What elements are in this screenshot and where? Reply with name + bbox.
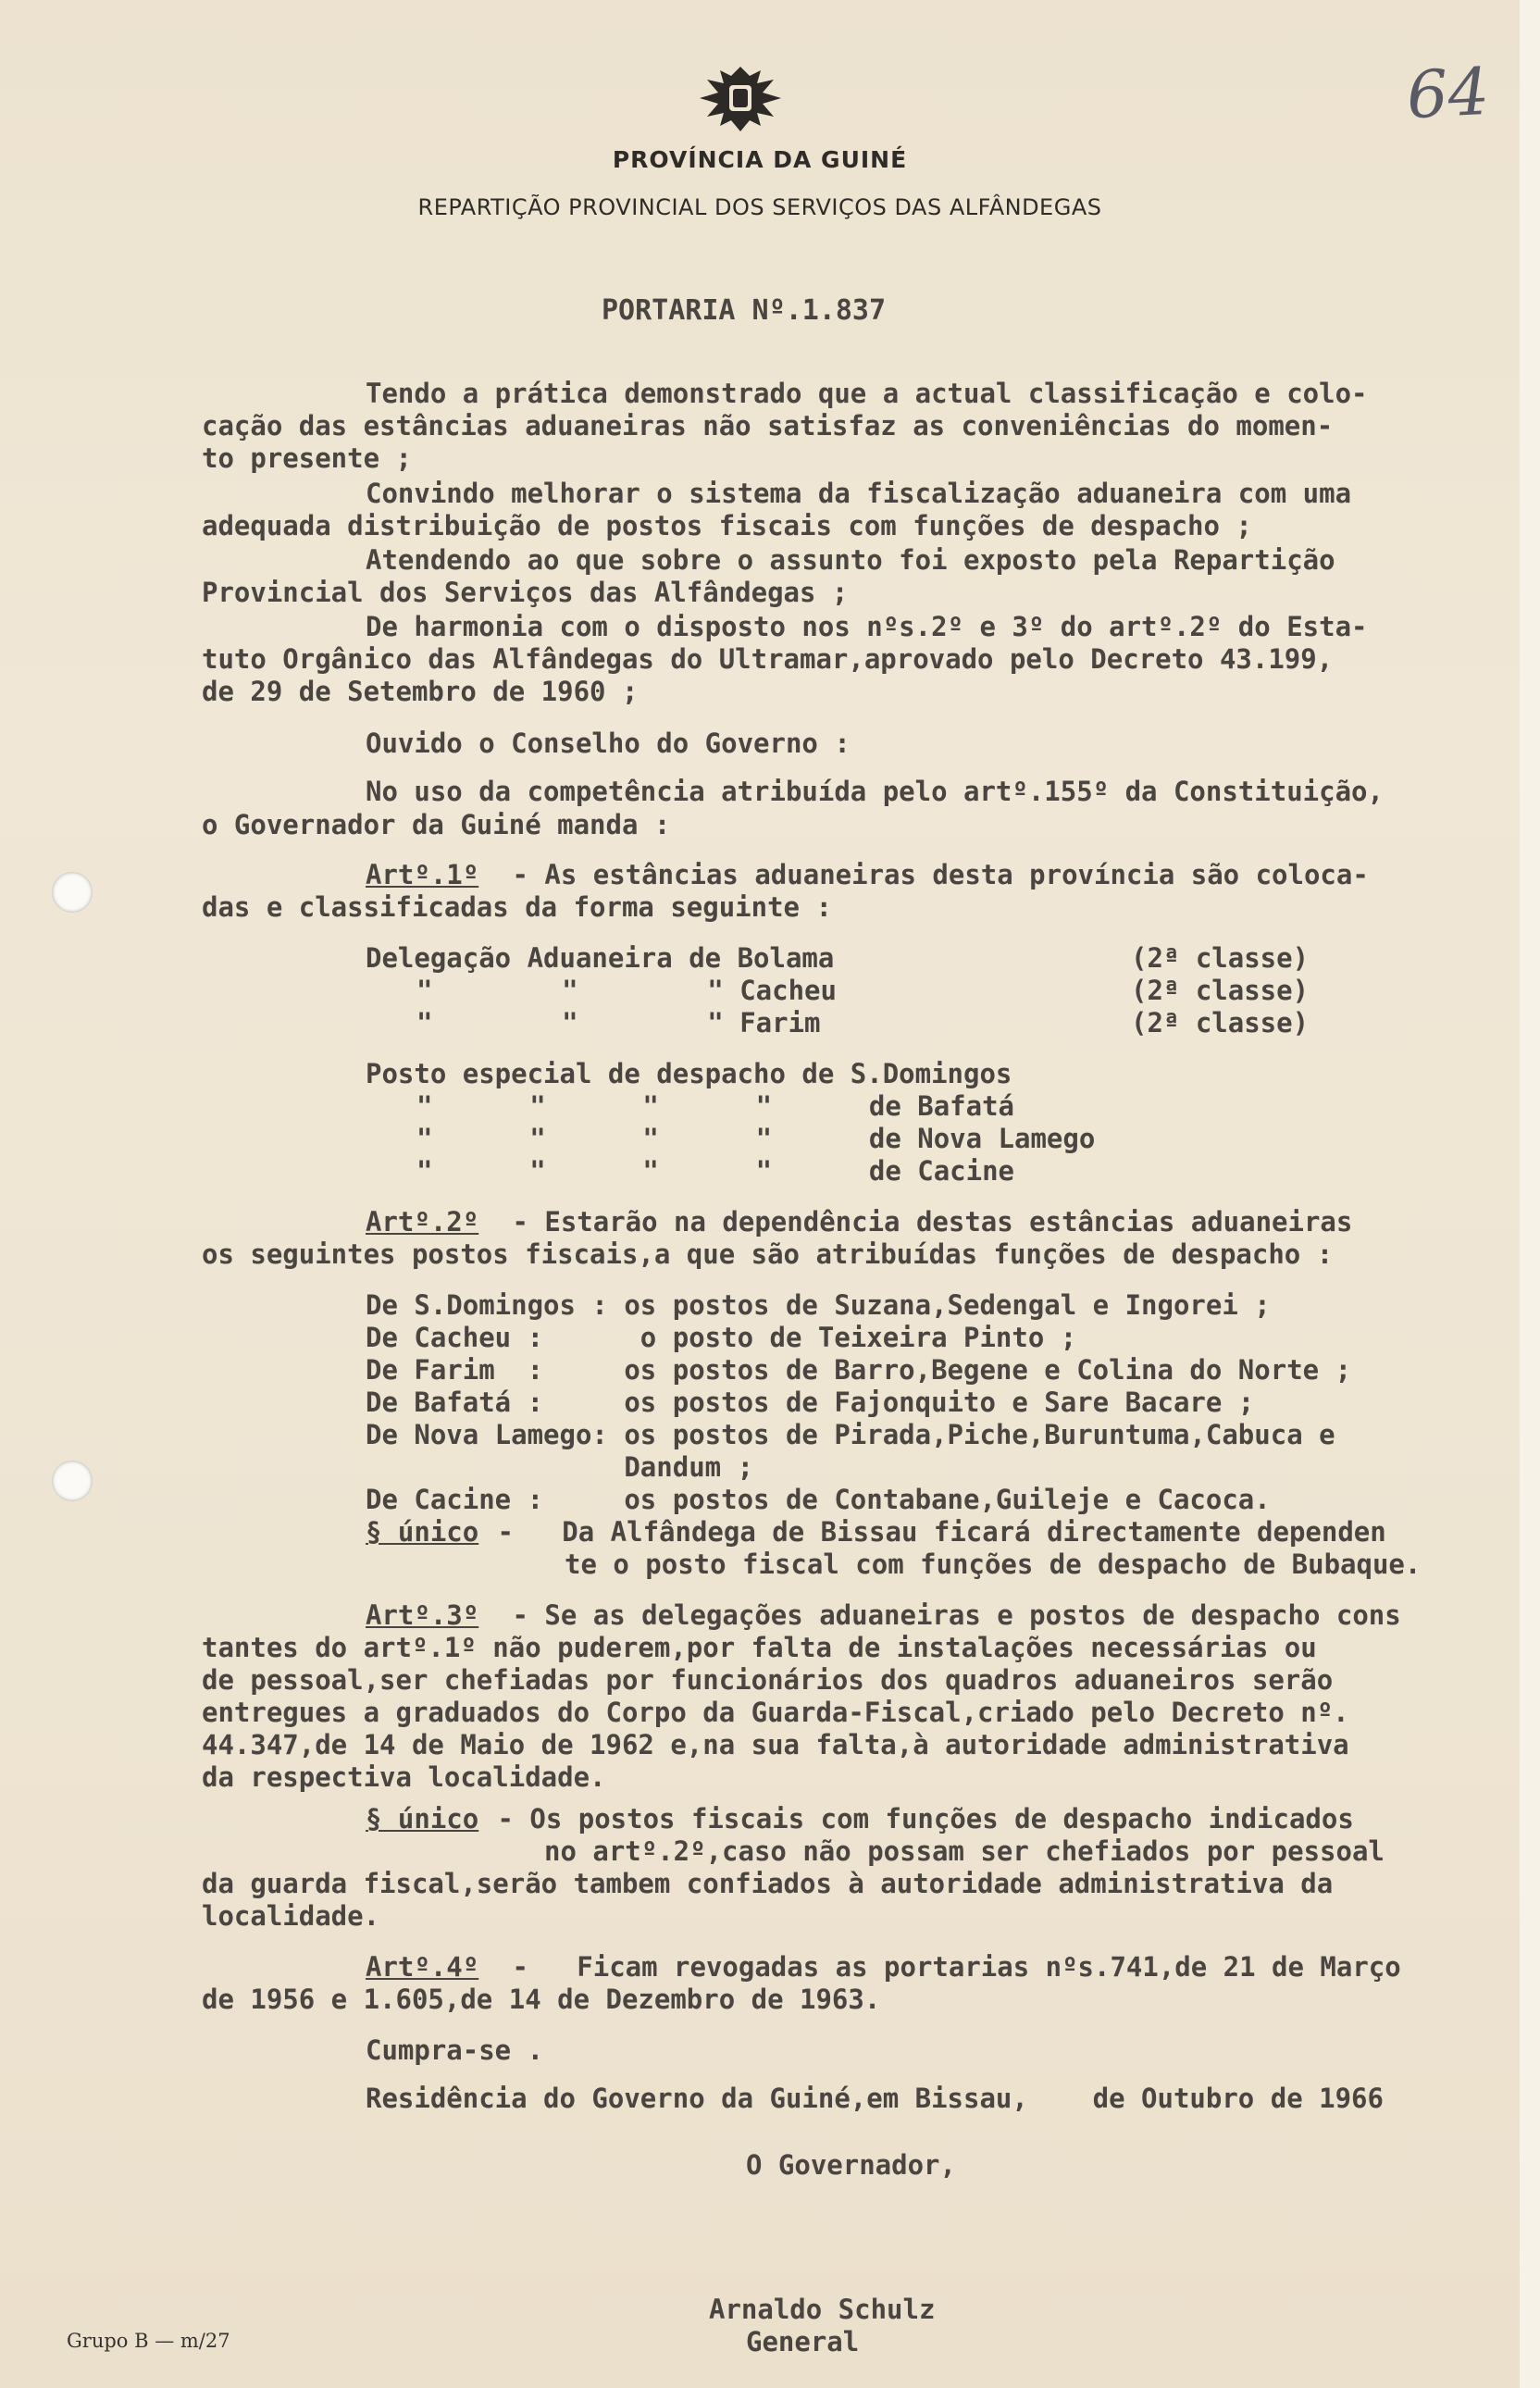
text-line: entregues a graduados do Corpo da Guarda-Fiscal,criado pelo Decreto nº. bbox=[202, 1697, 1349, 1728]
text-line: localidade. bbox=[202, 1900, 380, 1932]
coat-of-arms-emblem bbox=[696, 61, 785, 137]
text-line: Residência do Governo da Guiné,em Bissau, de Outubro de 1966 bbox=[366, 2083, 1384, 2114]
page-edge bbox=[1520, 0, 1540, 2388]
text-line: to presente ; bbox=[202, 442, 412, 474]
punch-hole bbox=[52, 1461, 93, 1501]
paragraph-heading: § único bbox=[366, 1803, 479, 1835]
text-line: De S.Domingos : os postos de Suzana,Sedengal e Ingorei ; bbox=[366, 1289, 1271, 1321]
text-line: no artº.2º,caso não possam ser chefiados por pessoal bbox=[544, 1835, 1385, 1867]
paragraph-heading: § único bbox=[366, 1516, 479, 1548]
text-line: tantes do artº.1º não puderem,por falta de instalações necessárias ou bbox=[202, 1632, 1317, 1663]
text-line: Cumpra-se . bbox=[366, 2034, 544, 2066]
text-line: Ouvido o Conselho do Governo : bbox=[366, 728, 851, 759]
class-label: (2ª classe) bbox=[1131, 1007, 1310, 1039]
department-heading: REPARTIÇÃO PROVINCIAL DOS SERVIÇOS DAS ALFÂNDEGAS bbox=[417, 194, 1102, 220]
text-line: cação das estâncias aduaneiras não satisfaz as conveniências do momen- bbox=[202, 410, 1334, 442]
text-line: De Farim : os postos de Barro,Begene e Colina do Norte ; bbox=[366, 1354, 1352, 1386]
text-line: te o posto fiscal com funções de despacho de Bubaque. bbox=[565, 1548, 1422, 1580]
article-heading: Artº.2º bbox=[366, 1206, 479, 1238]
text-line: " " " Cacheu bbox=[416, 975, 837, 1006]
text-line: da guarda fiscal,serão tambem confiados à autoridade administrativa da bbox=[202, 1868, 1334, 1899]
text-line: " " " " de Nova Lamego bbox=[416, 1123, 1096, 1154]
text-line: De Cacine : os postos de Contabane,Guileje e Cacoca. bbox=[366, 1484, 1271, 1515]
text-line: De harmonia com o disposto nos nºs.2º e 3º do artº.2º do Esta- bbox=[366, 611, 1368, 642]
text-line: - Ficam revogadas as portarias nºs.741,de 21 de Março bbox=[496, 1951, 1401, 1983]
text-line: Posto especial de despacho de S.Domingos bbox=[366, 1058, 1012, 1089]
text-line: 44.347,de 14 de Maio de 1962 e,na sua falta,à autoridade administrativa bbox=[202, 1729, 1349, 1760]
text-line: De Bafatá : os postos de Fajonquito e Sare Bacare ; bbox=[366, 1387, 1255, 1418]
text-line: Delegação Aduaneira de Bolama bbox=[366, 942, 835, 974]
text-line: Provincial dos Serviços das Alfândegas ; bbox=[202, 577, 849, 608]
text-line: De Nova Lamego: os postos de Pirada,Piche,Buruntuma,Cabuca e bbox=[366, 1419, 1335, 1450]
article-heading: Artº.3º bbox=[366, 1599, 479, 1631]
text-line: os seguintes postos fiscais,a que são atribuídas funções de despacho : bbox=[202, 1238, 1334, 1270]
text-line: de 29 de Setembro de 1960 ; bbox=[202, 676, 639, 707]
province-heading: PROVÍNCIA DA GUINÉ bbox=[612, 146, 908, 173]
text-line: Convindo melhorar o sistema da fiscalização aduaneira com uma bbox=[366, 478, 1352, 509]
text-line: " " " " de Cacine bbox=[416, 1155, 1015, 1187]
text-line: tuto Orgânico das Alfândegas do Ultramar,aprovado pelo Decreto 43.199, bbox=[202, 643, 1334, 675]
signatory-name: Arnaldo Schulz bbox=[709, 2294, 936, 2325]
punch-hole bbox=[52, 872, 93, 913]
text-line: - Estarão na dependência destas estâncias aduaneiras bbox=[496, 1206, 1353, 1238]
text-line: De Cacheu : o posto de Teixeira Pinto ; bbox=[366, 1322, 1077, 1353]
text-line: Atendendo ao que sobre o assunto foi exposto pela Repartição bbox=[366, 544, 1335, 576]
text-line: de 1956 e 1.605,de 14 de Dezembro de 1963. bbox=[202, 1984, 881, 2015]
form-code: Grupo B — m/27 bbox=[67, 2330, 230, 2352]
text-line: o Governador da Guiné manda : bbox=[202, 809, 671, 840]
text-line: Tendo a prática demonstrado que a actual classificação e colo- bbox=[366, 378, 1368, 409]
signatory-title: O Governador, bbox=[746, 2149, 956, 2181]
text-line: Dandum ; bbox=[366, 1451, 754, 1483]
text-line: " " " " de Bafatá bbox=[416, 1090, 1015, 1122]
text-line: - Da Alfândega de Bissau ficará directamente dependen bbox=[481, 1516, 1386, 1548]
text-line: de pessoal,ser chefiadas por funcionários dos quadros aduaneiros serão bbox=[202, 1664, 1334, 1696]
handwritten-page-number: 64 bbox=[1404, 53, 1492, 134]
text-line: - Os postos fiscais com funções de despacho indicados bbox=[481, 1803, 1354, 1835]
text-line: - As estâncias aduaneiras desta província são coloca- bbox=[496, 859, 1369, 890]
document-title: PORTARIA Nº.1.837 bbox=[602, 294, 887, 327]
class-label: (2ª classe) bbox=[1131, 942, 1310, 974]
text-line: - Se as delegações aduaneiras e postos de despacho cons bbox=[496, 1599, 1401, 1631]
article-heading: Artº.1º bbox=[366, 859, 479, 890]
article-heading: Artº.4º bbox=[366, 1951, 479, 1983]
text-line: adequada distribuição de postos fiscais com funções de despacho ; bbox=[202, 510, 1252, 541]
signatory-rank: General bbox=[746, 2326, 860, 2357]
class-label: (2ª classe) bbox=[1131, 975, 1310, 1006]
text-line: " " " Farim bbox=[416, 1007, 821, 1039]
text-line: No uso da competência atribuída pelo artº.155º da Constituição, bbox=[366, 776, 1384, 807]
text-line: das e classificadas da forma seguinte : bbox=[202, 891, 832, 923]
text-line: da respectiva localidade. bbox=[202, 1761, 606, 1793]
